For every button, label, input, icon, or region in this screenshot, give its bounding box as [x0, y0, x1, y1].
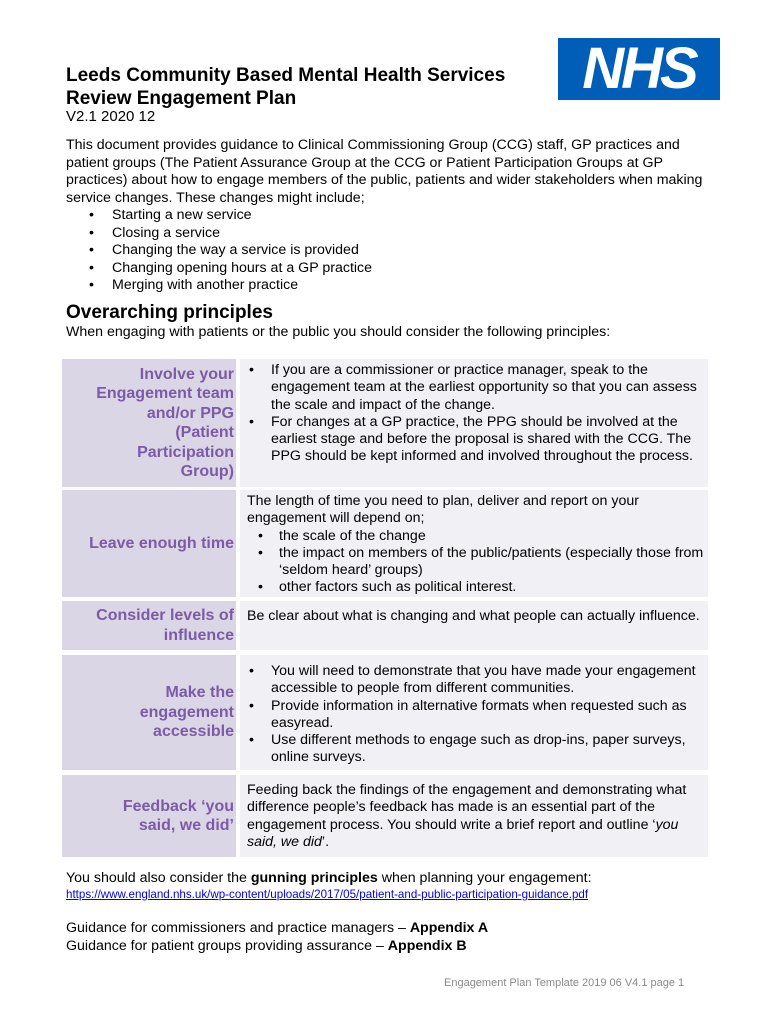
principle-bullet: • the scale of the change	[247, 528, 704, 545]
label-line: said, we did’	[138, 817, 234, 834]
principle-label	[62, 359, 236, 487]
principle-label	[62, 775, 236, 857]
text-part: You should also consider the	[66, 870, 251, 886]
label-line: accessible	[153, 723, 234, 740]
intro-section	[66, 137, 706, 295]
label-line: Feedback ‘you	[122, 797, 234, 815]
appendix-line	[66, 938, 488, 956]
principle-bullet: • For changes at a GP practice, the PPG should be involved at the earliest stage and before the proposal is shared with the CCG. The PPG should be kept informed and involved throughout the process.	[247, 414, 704, 466]
principle-text: Be clear about what is changing and what people can actually influence.	[247, 608, 700, 624]
principle-row-involve	[62, 359, 708, 487]
principle-bullet: • Use different methods to engage such as drop-ins, paper surveys, online surveys.	[247, 732, 704, 767]
appendix-ref: Appendix B	[387, 937, 467, 954]
text-part: when planning your engagement:	[377, 870, 592, 886]
principle-bullet: • the impact on members of the public/patients (especially those from ‘seldom heard’ groups)	[247, 545, 704, 580]
principle-bullet: • Provide information in alternative formats when requested such as easyread.	[247, 698, 704, 733]
label-line: Group)	[180, 463, 234, 480]
principle-bullet: • other factors such as political interest.	[247, 579, 704, 596]
label-line: Engagement team	[96, 385, 234, 402]
label-line: Make the	[165, 684, 234, 701]
principle-label	[62, 601, 236, 650]
principles-heading: Overarching principles	[66, 302, 273, 323]
text-part: Guidance for patient groups providing assurance –	[66, 937, 388, 954]
text-italic: you said, we did	[247, 816, 679, 850]
principle-content	[240, 359, 708, 487]
principle-row-feedback	[62, 775, 708, 857]
gunning-sentence	[66, 870, 592, 887]
page-footer: Engagement Plan Template 2019 06 V4.1 page 1	[444, 977, 685, 989]
label-line: Consider levels of	[96, 607, 234, 624]
text-part: Guidance for commissioners and practice managers –	[66, 920, 410, 936]
gunning-link[interactable]: https://www.england.nhs.uk/wp-content/uploads/2017/05/patient-and-public-participation-guidance.pdf	[66, 888, 589, 901]
principle-content	[240, 655, 708, 770]
nhs-logo-text: NHS	[582, 36, 696, 101]
label-line: and/or PPG	[146, 404, 234, 422]
intro-bullet: • Merging with another practice	[66, 277, 706, 295]
intro-bullet: • Starting a new service	[66, 207, 706, 225]
principle-row-accessible	[62, 655, 708, 770]
principle-text	[247, 782, 704, 851]
version-label: V2.1 2020 12	[66, 108, 156, 125]
appendix-list	[66, 920, 488, 955]
nhs-logo	[558, 38, 720, 100]
principles-subheading: When engaging with patients or the public you should consider the following principles:	[66, 324, 611, 340]
title-line-1: Leeds Community Based Mental Health Services	[66, 65, 506, 86]
principle-row-influence	[62, 601, 708, 650]
label-line: (Patient	[175, 424, 234, 441]
intro-bullet: • Changing opening hours at a GP practice	[66, 260, 706, 278]
principle-bullet: • You will need to demonstrate that you have made your engagement accessible to people from different communities.	[247, 663, 704, 698]
intro-bullet: • Changing the way a service is provided	[66, 242, 706, 260]
document-title	[66, 64, 505, 110]
label-line: Involve your	[139, 365, 234, 383]
intro-paragraph: This document provides guidance to Clinical Commissioning Group (CCG) staff, GP practices and patient groups (The Patient Assurance Group at the CCG or Patient Participation Groups at GP practices) about how to engage members of the public, patients and wider stakeholders when making service changes. These changes might include;	[66, 137, 703, 206]
title-line-2: Review Engagement Plan	[66, 88, 297, 109]
principle-label	[62, 655, 236, 770]
text-part: ’.	[321, 833, 330, 850]
principle-bullet: • If you are a commissioner or practice manager, speak to the engagement team at the earliest opportunity so that you can assess the scale and impact of the change.	[247, 362, 704, 414]
principle-content	[240, 490, 708, 597]
gunning-bold: gunning principles	[250, 870, 378, 886]
label-line: Leave enough time	[89, 534, 234, 552]
intro-bullets	[66, 207, 706, 295]
principle-content	[240, 775, 708, 857]
principle-row-time	[62, 490, 708, 597]
principle-text: The length of time you need to plan, deliver and report on your engagement will depend on;	[247, 493, 639, 527]
principle-content	[240, 601, 708, 650]
label-line: Participation	[137, 443, 234, 461]
appendix-ref: Appendix A	[409, 920, 489, 936]
intro-bullet: • Closing a service	[66, 225, 706, 243]
principle-label	[62, 490, 236, 597]
label-line: engagement	[139, 703, 234, 721]
text-part: Feeding back the findings of the engagement and demonstrating what difference people’s feedback has made is an essential part of the engagement process. You should write a brief report and outline ‘	[247, 782, 687, 833]
label-line: influence	[163, 626, 234, 644]
appendix-line	[66, 920, 488, 938]
